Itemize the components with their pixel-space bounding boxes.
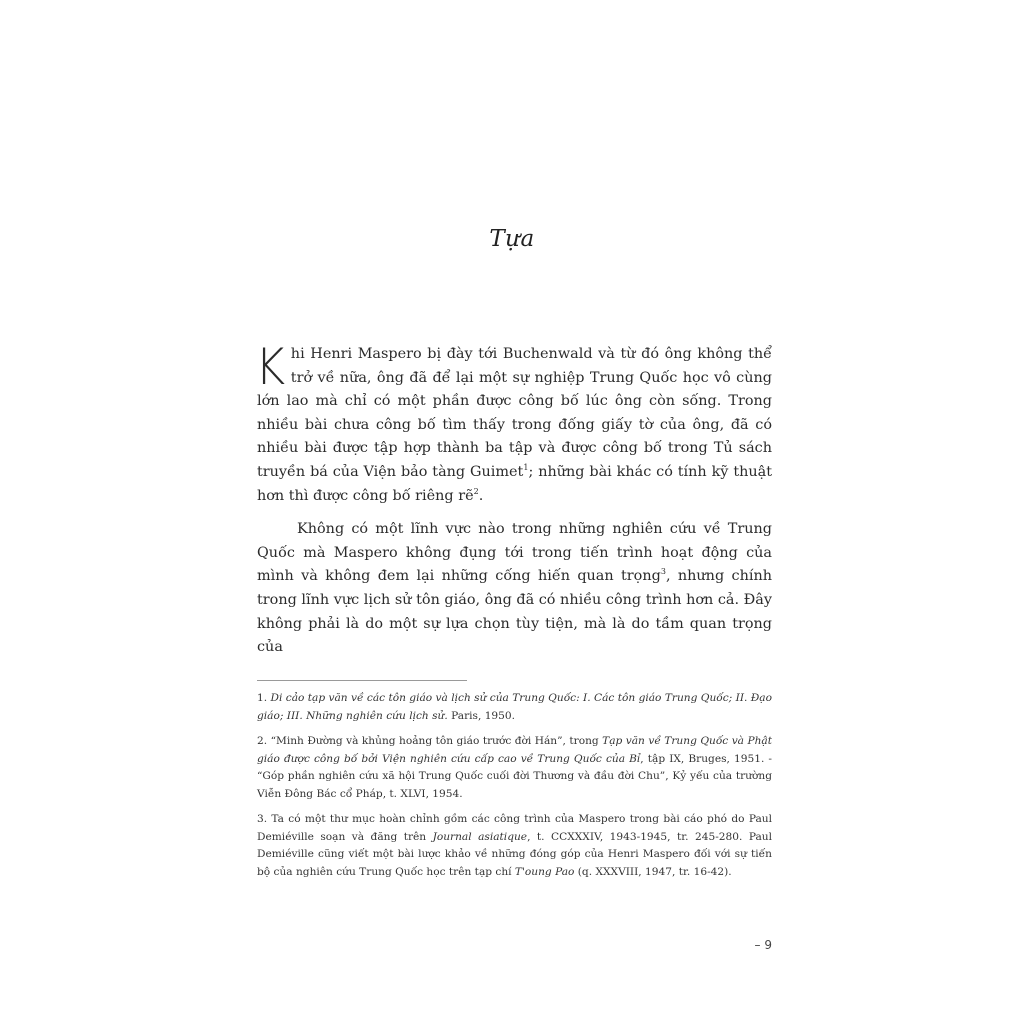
body-text — [255, 338, 773, 660]
footnote-2-italic: Tạp văn về Trung Quốc và Phật giáo được công bố bởi Viện nghiên cứu cấp cao về Trung Quốc của Bỉ — [257, 735, 772, 765]
footnote-ref-3: 3 — [660, 567, 666, 577]
paragraph-1-text-a: hi Henri Maspero bị đày tới Buchenwald và từ đó ông không thể trở về nữa, ông đã để lại một sự nghiệp Trung Quốc học vô cùng lớn lao mà chỉ có một phần được công bố lúc ông còn sống. Trong nhiều bài chưa công bố tìm thấy trong đống giấy tờ của ông, đã có nhiều bài được tập hợp thành ba tập và được công bố trong Tủ sách truyền bá của Viện bảo tàng Guimet — [257, 346, 772, 480]
chapter-title: Tựa — [489, 226, 535, 252]
footnote-3 — [257, 811, 772, 881]
footnote-3-italic-1: Journal asiatique — [432, 830, 528, 843]
footnote-divider — [257, 680, 467, 681]
footnotes — [257, 690, 772, 889]
footnote-ref-1: 1 — [523, 463, 529, 473]
footnote-1-rest: Paris, 1950. — [447, 709, 516, 722]
footnote-ref-2: 2 — [473, 486, 479, 496]
paragraph-1-text-b: ; những bài khác có tính kỹ thuật hơn thì được công bố riêng rẽ — [257, 463, 773, 504]
footnote-1-number: 1. — [257, 692, 271, 704]
paragraph-2-text-b: , nhưng chính trong lĩnh vực lịch sử tôn giáo, ông đã có nhiều công trình hơn cả. Đây không phải là do một sự lựa chọn tùy tiện, mà là do tầm quan trọng của — [257, 568, 772, 656]
footnote-2-text-b: , tập IX, Bruges, 1951. - “Góp phần nghiên cứu xã hội Trung Quốc cuối đời Thương và đầu đời Chu”, Kỷ yếu của trường Viễn Đông Bác cổ Pháp, t. XLVI, 1954. — [257, 752, 773, 800]
footnote-1 — [257, 690, 772, 725]
footnote-3-text-a: 3. Ta có một thư mục hoàn chỉnh gồm các công trình của Maspero trong bài cáo phó do Paul Demiéville soạn và đăng trên — [257, 813, 772, 843]
drop-cap: K — [255, 338, 286, 396]
footnote-2-text-a: 2. “Minh Đường và khủng hoảng tôn giáo trước đời Hán”, trong — [257, 735, 603, 747]
footnote-3-text-c: (q. XXXVIII, 1947, tr. 16-42). — [574, 865, 732, 878]
footnote-2 — [257, 733, 772, 803]
paragraph-1 — [255, 338, 773, 508]
page-number: – 9 — [754, 938, 772, 952]
footnote-3-text-b: , t. CCXXXIV, 1943-1945, tr. 245-280. Paul Demiéville cũng viết một bài lược khảo về những đóng góp của Henri Maspero đối với sự tiến bộ của nghiên cứu Trung Quốc học trên tạp chí — [257, 830, 773, 878]
paragraph-1-text-c: . — [478, 487, 484, 504]
footnote-1-italic: Di cảo tạp văn về các tôn giáo và lịch sử của Trung Quốc: I. Các tôn giáo Trung Quốc; II. Đạo giáo; III. Những nghiên cứu lịch sử. — [257, 692, 772, 722]
footnote-3-italic-2: T'oung Pao — [514, 865, 575, 878]
paragraph-2 — [257, 518, 772, 660]
paragraph-2-text-a: Không có một lĩnh vực nào trong những nghiên cứu về Trung Quốc mà Maspero không đụng tới trong tiến trình hoạt động của mình và không đem lại những cống hiến quan trọng — [257, 521, 772, 585]
